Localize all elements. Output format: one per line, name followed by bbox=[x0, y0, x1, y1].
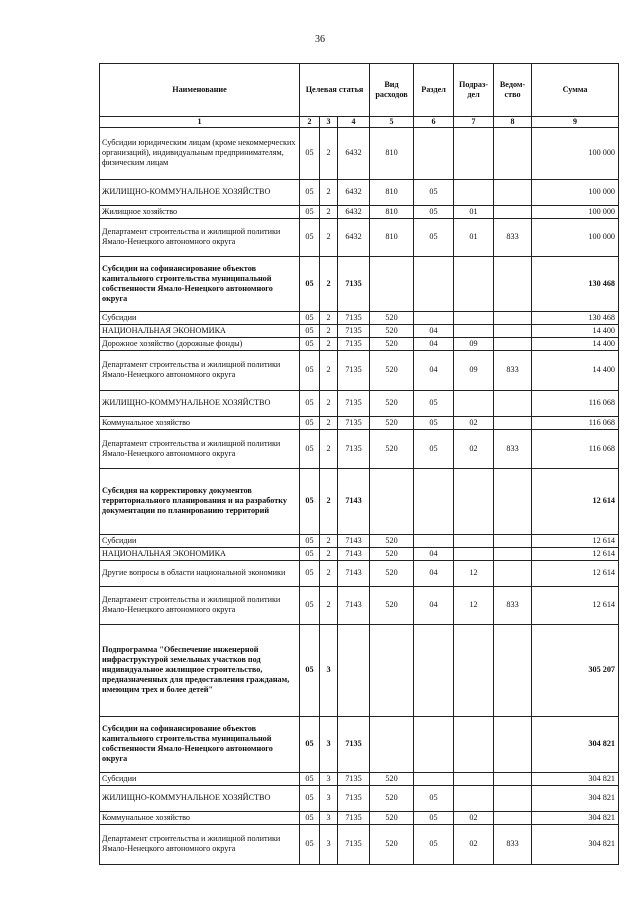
expense-type-code: 520 bbox=[370, 390, 414, 416]
sum-value: 304 821 bbox=[532, 716, 619, 772]
subsection-code: 01 bbox=[454, 218, 494, 256]
expense-type-code bbox=[370, 624, 414, 716]
expense-type-code: 520 bbox=[370, 337, 414, 350]
subsection-code: 02 bbox=[454, 811, 494, 824]
department-code bbox=[494, 205, 532, 218]
target-code-3: 7135 bbox=[338, 256, 370, 311]
department-code: 833 bbox=[494, 586, 532, 624]
target-code-1: 05 bbox=[300, 311, 320, 324]
row-name: ЖИЛИЩНО-КОММУНАЛЬНОЕ ХОЗЯЙСТВО bbox=[100, 179, 300, 205]
department-code bbox=[494, 256, 532, 311]
target-code-2: 2 bbox=[320, 218, 338, 256]
target-code-3: 7143 bbox=[338, 468, 370, 534]
department-code bbox=[494, 772, 532, 785]
target-code-3: 7135 bbox=[338, 311, 370, 324]
row-name: Департамент строительства и жилищной политики Ямало-Ненецкого автономного округа bbox=[100, 824, 300, 864]
expense-type-code: 520 bbox=[370, 811, 414, 824]
expense-type-code: 810 bbox=[370, 127, 414, 179]
sum-value: 116 068 bbox=[532, 416, 619, 429]
row-name: ЖИЛИЩНО-КОММУНАЛЬНОЕ ХОЗЯЙСТВО bbox=[100, 390, 300, 416]
row-name: Субсидии bbox=[100, 534, 300, 547]
target-code-3: 7135 bbox=[338, 429, 370, 468]
table-row bbox=[100, 311, 619, 324]
subsection-code bbox=[454, 547, 494, 560]
department-code: 833 bbox=[494, 218, 532, 256]
col-header-section: Раздел bbox=[414, 64, 454, 117]
col-header-name: Наименование bbox=[100, 64, 300, 117]
section-code: 05 bbox=[414, 429, 454, 468]
target-code-1: 05 bbox=[300, 560, 320, 586]
table-row bbox=[100, 390, 619, 416]
section-code bbox=[414, 624, 454, 716]
expense-type-code: 520 bbox=[370, 324, 414, 337]
target-code-1: 05 bbox=[300, 772, 320, 785]
table-row bbox=[100, 416, 619, 429]
col-header-target: Целевая статья bbox=[300, 64, 370, 117]
target-code-2: 2 bbox=[320, 547, 338, 560]
row-name: Дорожное хозяйство (дорожные фонды) bbox=[100, 337, 300, 350]
department-code: 833 bbox=[494, 350, 532, 390]
table-row bbox=[100, 324, 619, 337]
target-code-3: 7135 bbox=[338, 350, 370, 390]
sum-value: 100 000 bbox=[532, 205, 619, 218]
target-code-3: 7135 bbox=[338, 390, 370, 416]
department-code bbox=[494, 468, 532, 534]
sum-value: 116 068 bbox=[532, 390, 619, 416]
target-code-3 bbox=[338, 624, 370, 716]
table-row bbox=[100, 824, 619, 864]
department-code bbox=[494, 624, 532, 716]
target-code-3: 6432 bbox=[338, 179, 370, 205]
target-code-1: 05 bbox=[300, 337, 320, 350]
col-header-exp-type: Вид расходов bbox=[370, 64, 414, 117]
department-code: 833 bbox=[494, 429, 532, 468]
target-code-1: 05 bbox=[300, 824, 320, 864]
column-number-row bbox=[100, 117, 619, 128]
section-code bbox=[414, 127, 454, 179]
col-number: 4 bbox=[338, 117, 370, 128]
row-name: Субсидии bbox=[100, 772, 300, 785]
expense-type-code: 520 bbox=[370, 534, 414, 547]
subsection-code bbox=[454, 127, 494, 179]
table-row bbox=[100, 205, 619, 218]
subsection-code: 12 bbox=[454, 586, 494, 624]
col-number: 1 bbox=[100, 117, 300, 128]
table-row bbox=[100, 179, 619, 205]
target-code-2: 2 bbox=[320, 534, 338, 547]
subsection-code bbox=[454, 390, 494, 416]
department-code bbox=[494, 179, 532, 205]
target-code-3: 6432 bbox=[338, 218, 370, 256]
subsection-code bbox=[454, 534, 494, 547]
department-code bbox=[494, 785, 532, 811]
department-code bbox=[494, 547, 532, 560]
sum-value: 305 207 bbox=[532, 624, 619, 716]
section-code: 05 bbox=[414, 205, 454, 218]
section-code: 05 bbox=[414, 785, 454, 811]
table-row bbox=[100, 772, 619, 785]
expense-type-code: 810 bbox=[370, 205, 414, 218]
target-code-3: 7143 bbox=[338, 547, 370, 560]
subsection-code bbox=[454, 772, 494, 785]
table-row bbox=[100, 468, 619, 534]
row-name: НАЦИОНАЛЬНАЯ ЭКОНОМИКА bbox=[100, 547, 300, 560]
department-code bbox=[494, 416, 532, 429]
expense-type-code bbox=[370, 716, 414, 772]
target-code-3: 7143 bbox=[338, 560, 370, 586]
row-name: Коммунальное хозяйство bbox=[100, 811, 300, 824]
target-code-3: 7135 bbox=[338, 337, 370, 350]
row-name: Субсидии на софинансирование объектов капитального строительства муниципальной собственности Ямало-Ненецкого автономного округа bbox=[100, 716, 300, 772]
table-row bbox=[100, 429, 619, 468]
sum-value: 12 614 bbox=[532, 547, 619, 560]
target-code-1: 05 bbox=[300, 179, 320, 205]
row-name: ЖИЛИЩНО-КОММУНАЛЬНОЕ ХОЗЯЙСТВО bbox=[100, 785, 300, 811]
target-code-3: 7135 bbox=[338, 416, 370, 429]
row-name: Субсидии юридическим лицам (кроме некоммерческих организаций), индивидуальным предпринимателям, физическим лицам bbox=[100, 127, 300, 179]
target-code-2: 2 bbox=[320, 127, 338, 179]
expense-type-code: 520 bbox=[370, 824, 414, 864]
department-code bbox=[494, 716, 532, 772]
col-number: 3 bbox=[320, 117, 338, 128]
department-code: 833 bbox=[494, 824, 532, 864]
table-row bbox=[100, 127, 619, 179]
section-code: 05 bbox=[414, 824, 454, 864]
expense-type-code: 520 bbox=[370, 311, 414, 324]
target-code-1: 05 bbox=[300, 324, 320, 337]
subsection-code: 02 bbox=[454, 824, 494, 864]
target-code-1: 05 bbox=[300, 547, 320, 560]
target-code-2: 3 bbox=[320, 772, 338, 785]
subsection-code bbox=[454, 624, 494, 716]
target-code-2: 2 bbox=[320, 586, 338, 624]
sum-value: 304 821 bbox=[532, 811, 619, 824]
col-number: 7 bbox=[454, 117, 494, 128]
table-row bbox=[100, 716, 619, 772]
sum-value: 12 614 bbox=[532, 586, 619, 624]
target-code-2: 2 bbox=[320, 337, 338, 350]
sum-value: 116 068 bbox=[532, 429, 619, 468]
sum-value: 304 821 bbox=[532, 824, 619, 864]
subsection-code: 02 bbox=[454, 416, 494, 429]
target-code-2: 2 bbox=[320, 205, 338, 218]
sum-value: 12 614 bbox=[532, 534, 619, 547]
section-code: 04 bbox=[414, 560, 454, 586]
target-code-3: 7135 bbox=[338, 785, 370, 811]
target-code-1: 05 bbox=[300, 624, 320, 716]
expense-type-code: 520 bbox=[370, 350, 414, 390]
header-row bbox=[100, 64, 619, 117]
target-code-2: 3 bbox=[320, 624, 338, 716]
table-row bbox=[100, 560, 619, 586]
department-code bbox=[494, 560, 532, 586]
section-code bbox=[414, 311, 454, 324]
target-code-1: 05 bbox=[300, 586, 320, 624]
department-code bbox=[494, 390, 532, 416]
table-row bbox=[100, 218, 619, 256]
row-name: Департамент строительства и жилищной политики Ямало-Ненецкого автономного округа bbox=[100, 429, 300, 468]
subsection-code bbox=[454, 468, 494, 534]
target-code-3: 7143 bbox=[338, 586, 370, 624]
expense-type-code: 520 bbox=[370, 547, 414, 560]
sum-value: 100 000 bbox=[532, 127, 619, 179]
subsection-code bbox=[454, 716, 494, 772]
target-code-1: 05 bbox=[300, 429, 320, 468]
expense-type-code bbox=[370, 256, 414, 311]
subsection-code bbox=[454, 324, 494, 337]
target-code-2: 3 bbox=[320, 811, 338, 824]
table-row bbox=[100, 785, 619, 811]
subsection-code bbox=[454, 311, 494, 324]
subsection-code: 02 bbox=[454, 429, 494, 468]
department-code bbox=[494, 324, 532, 337]
expense-type-code: 520 bbox=[370, 586, 414, 624]
section-code: 05 bbox=[414, 218, 454, 256]
section-code bbox=[414, 468, 454, 534]
expense-type-code: 520 bbox=[370, 560, 414, 586]
section-code: 05 bbox=[414, 179, 454, 205]
target-code-2: 2 bbox=[320, 311, 338, 324]
target-code-3: 6432 bbox=[338, 127, 370, 179]
row-name: Департамент строительства и жилищной политики Ямало-Ненецкого автономного округа bbox=[100, 586, 300, 624]
table-body bbox=[100, 127, 619, 864]
row-name: Подпрограмма "Обеспечение инженерной инфраструктурой земельных участков под индивидуальное жилищное строительство, предназначенных для предоставления гражданам, имеющим трех и более детей" bbox=[100, 624, 300, 716]
target-code-2: 2 bbox=[320, 324, 338, 337]
section-code bbox=[414, 772, 454, 785]
target-code-2: 2 bbox=[320, 350, 338, 390]
target-code-2: 2 bbox=[320, 416, 338, 429]
target-code-1: 05 bbox=[300, 127, 320, 179]
table-row bbox=[100, 624, 619, 716]
target-code-1: 05 bbox=[300, 256, 320, 311]
col-header-department: Ведом-ство bbox=[494, 64, 532, 117]
sum-value: 12 614 bbox=[532, 560, 619, 586]
target-code-1: 05 bbox=[300, 218, 320, 256]
page-number: 36 bbox=[315, 34, 325, 45]
subsection-code bbox=[454, 785, 494, 811]
row-name: Субсидии bbox=[100, 311, 300, 324]
target-code-2: 2 bbox=[320, 390, 338, 416]
expense-type-code: 520 bbox=[370, 416, 414, 429]
col-number: 5 bbox=[370, 117, 414, 128]
subsection-code: 01 bbox=[454, 205, 494, 218]
target-code-3: 7143 bbox=[338, 534, 370, 547]
target-code-1: 05 bbox=[300, 716, 320, 772]
table-row bbox=[100, 811, 619, 824]
row-name: НАЦИОНАЛЬНАЯ ЭКОНОМИКА bbox=[100, 324, 300, 337]
table-row bbox=[100, 534, 619, 547]
department-code bbox=[494, 127, 532, 179]
row-name: Субсидия на корректировку документов территориального планирования и на разработку документации по планированию территорий bbox=[100, 468, 300, 534]
department-code bbox=[494, 811, 532, 824]
col-header-subsection: Подраз-дел bbox=[454, 64, 494, 117]
sum-value: 304 821 bbox=[532, 772, 619, 785]
expense-type-code: 520 bbox=[370, 429, 414, 468]
budget-table bbox=[99, 63, 619, 865]
expense-type-code: 520 bbox=[370, 785, 414, 811]
table-row bbox=[100, 256, 619, 311]
target-code-2: 2 bbox=[320, 560, 338, 586]
department-code bbox=[494, 337, 532, 350]
col-header-sum: Сумма bbox=[532, 64, 619, 117]
col-number: 8 bbox=[494, 117, 532, 128]
table-row bbox=[100, 586, 619, 624]
sum-value: 14 400 bbox=[532, 324, 619, 337]
subsection-code: 09 bbox=[454, 337, 494, 350]
row-name: Коммунальное хозяйство bbox=[100, 416, 300, 429]
department-code bbox=[494, 534, 532, 547]
target-code-2: 2 bbox=[320, 179, 338, 205]
target-code-3: 7135 bbox=[338, 324, 370, 337]
department-code bbox=[494, 311, 532, 324]
target-code-1: 05 bbox=[300, 350, 320, 390]
subsection-code bbox=[454, 179, 494, 205]
section-code: 04 bbox=[414, 350, 454, 390]
section-code: 04 bbox=[414, 324, 454, 337]
target-code-1: 05 bbox=[300, 390, 320, 416]
target-code-3: 7135 bbox=[338, 824, 370, 864]
expense-type-code: 810 bbox=[370, 179, 414, 205]
subsection-code: 09 bbox=[454, 350, 494, 390]
sum-value: 130 468 bbox=[532, 311, 619, 324]
target-code-1: 05 bbox=[300, 416, 320, 429]
section-code: 05 bbox=[414, 390, 454, 416]
target-code-3: 7135 bbox=[338, 811, 370, 824]
target-code-3: 6432 bbox=[338, 205, 370, 218]
section-code bbox=[414, 256, 454, 311]
section-code: 04 bbox=[414, 337, 454, 350]
expense-type-code: 810 bbox=[370, 218, 414, 256]
target-code-3: 7135 bbox=[338, 716, 370, 772]
section-code: 04 bbox=[414, 547, 454, 560]
target-code-2: 3 bbox=[320, 824, 338, 864]
section-code: 04 bbox=[414, 586, 454, 624]
row-name: Департамент строительства и жилищной политики Ямало-Ненецкого автономного округа bbox=[100, 350, 300, 390]
sum-value: 14 400 bbox=[532, 350, 619, 390]
target-code-2: 3 bbox=[320, 785, 338, 811]
section-code: 05 bbox=[414, 811, 454, 824]
sum-value: 130 468 bbox=[532, 256, 619, 311]
subsection-code bbox=[454, 256, 494, 311]
sum-value: 304 821 bbox=[532, 785, 619, 811]
target-code-2: 2 bbox=[320, 256, 338, 311]
section-code bbox=[414, 534, 454, 547]
target-code-2: 3 bbox=[320, 716, 338, 772]
target-code-2: 2 bbox=[320, 468, 338, 534]
sum-value: 100 000 bbox=[532, 218, 619, 256]
target-code-2: 2 bbox=[320, 429, 338, 468]
target-code-1: 05 bbox=[300, 534, 320, 547]
row-name: Другие вопросы в области национальной экономики bbox=[100, 560, 300, 586]
target-code-1: 05 bbox=[300, 468, 320, 534]
subsection-code: 12 bbox=[454, 560, 494, 586]
row-name: Департамент строительства и жилищной политики Ямало-Ненецкого автономного округа bbox=[100, 218, 300, 256]
target-code-1: 05 bbox=[300, 811, 320, 824]
section-code bbox=[414, 716, 454, 772]
col-number: 9 bbox=[532, 117, 619, 128]
col-number: 2 bbox=[300, 117, 320, 128]
sum-value: 14 400 bbox=[532, 337, 619, 350]
col-number: 6 bbox=[414, 117, 454, 128]
expense-type-code bbox=[370, 468, 414, 534]
table-row bbox=[100, 547, 619, 560]
expense-type-code: 520 bbox=[370, 772, 414, 785]
row-name: Субсидии на софинансирование объектов капитального строительства муниципальной собственности Ямало-Ненецкого автономного округа bbox=[100, 256, 300, 311]
sum-value: 100 000 bbox=[532, 179, 619, 205]
row-name: Жилищное хозяйство bbox=[100, 205, 300, 218]
target-code-3: 7135 bbox=[338, 772, 370, 785]
section-code: 05 bbox=[414, 416, 454, 429]
sum-value: 12 614 bbox=[532, 468, 619, 534]
table-row bbox=[100, 337, 619, 350]
target-code-1: 05 bbox=[300, 785, 320, 811]
target-code-1: 05 bbox=[300, 205, 320, 218]
table-row bbox=[100, 350, 619, 390]
